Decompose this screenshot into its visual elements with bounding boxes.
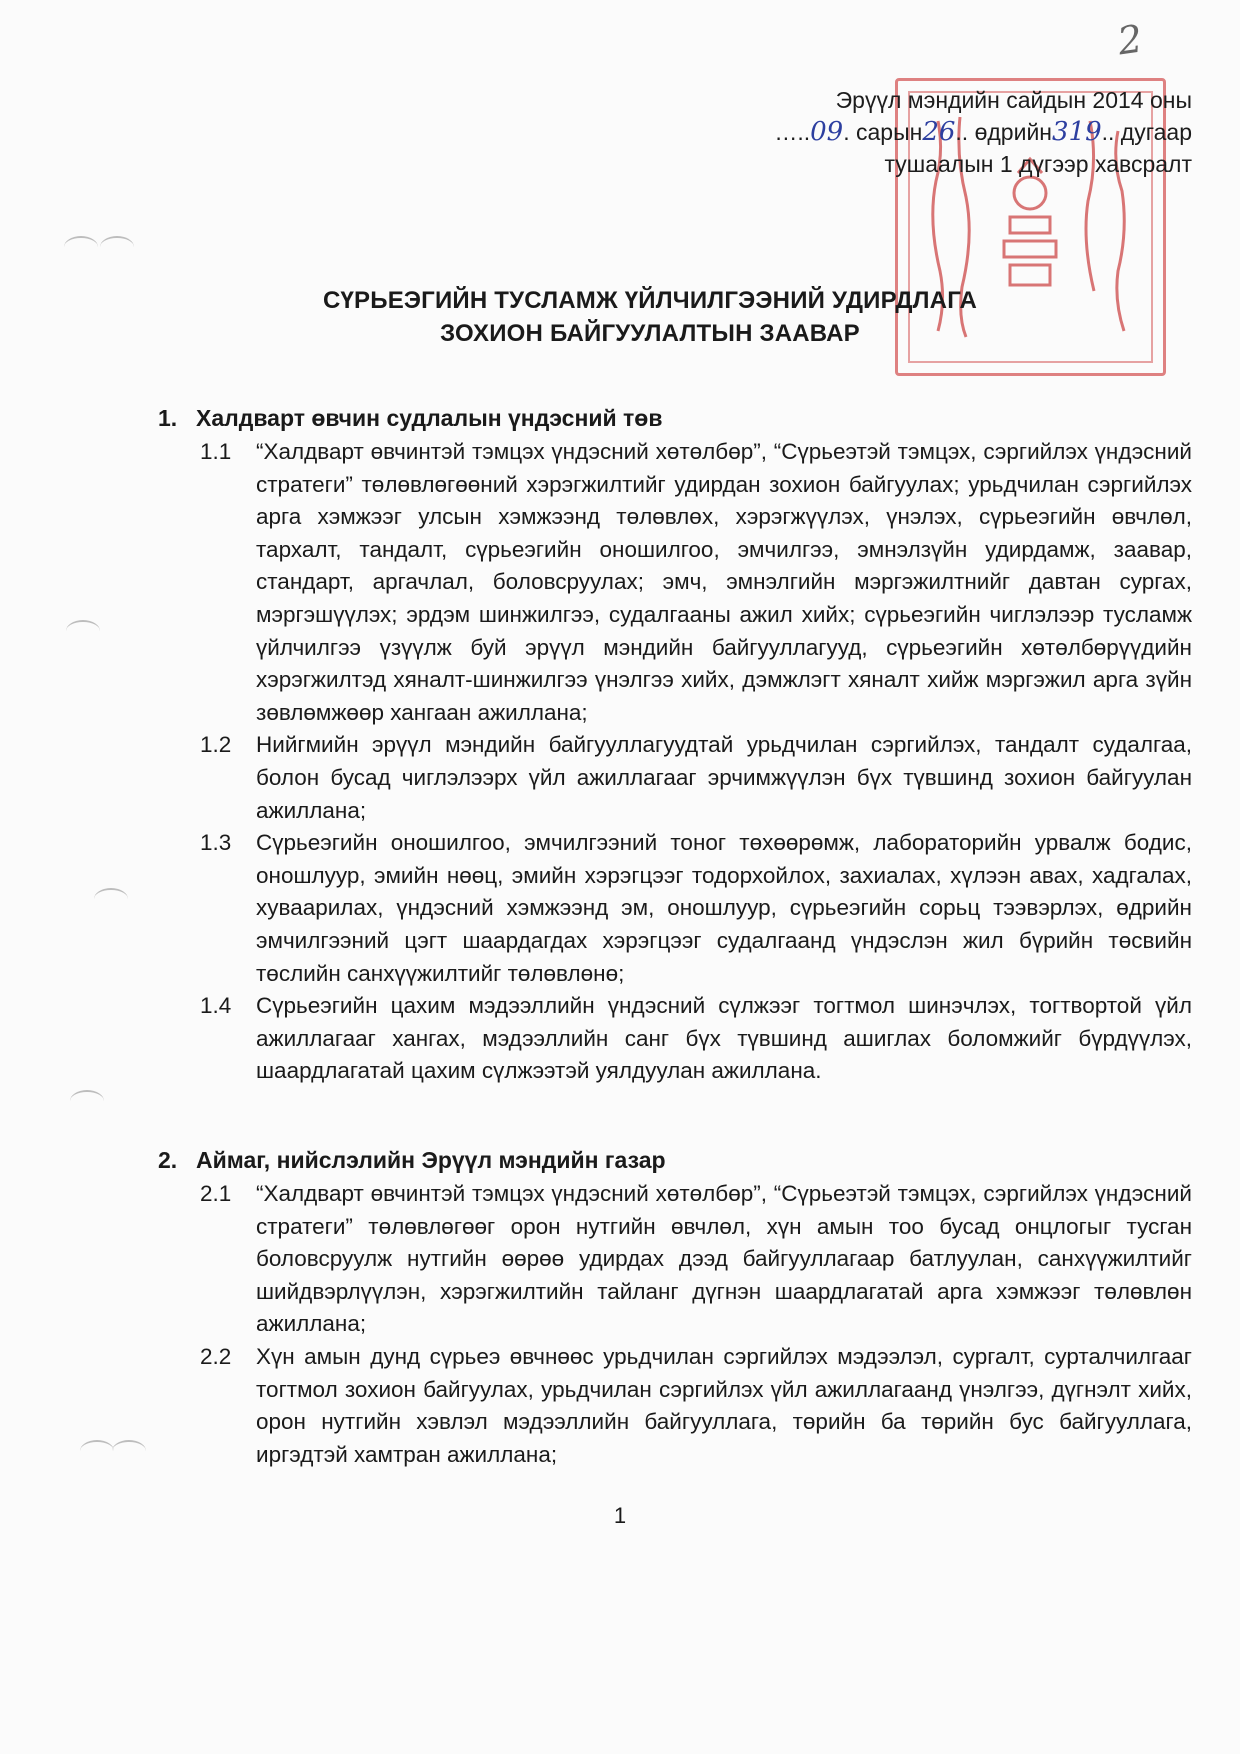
list-item — [158, 729, 1192, 827]
hole-punch-mark — [80, 1440, 114, 1462]
document-title — [250, 284, 1050, 350]
header-month-label: . сарын — [843, 119, 923, 145]
page-number: 1 — [613, 1503, 627, 1528]
section-number: 2. — [158, 1147, 178, 1173]
order-attachment-header — [672, 84, 1192, 180]
section-number: 1. — [158, 405, 178, 431]
hole-punch-mark — [66, 620, 100, 642]
list-item — [158, 436, 1192, 729]
item-number: 1.2 — [200, 732, 232, 758]
handwritten-order-number: 319 — [1052, 117, 1102, 147]
section-2 — [158, 1144, 1192, 1471]
handwritten-month: 09 — [810, 117, 844, 147]
title-line-2: ЗОХИОН БАЙГУУЛАЛТЫН ЗААВАР — [440, 320, 860, 347]
list-item — [158, 1341, 1192, 1471]
section-1 — [158, 402, 1192, 1088]
item-number: 1.1 — [200, 439, 232, 464]
item-number: 1.3 — [200, 830, 232, 856]
hole-punch-mark — [70, 1090, 104, 1112]
item-number: 2.1 — [200, 1181, 232, 1206]
list-item — [158, 990, 1192, 1088]
section-heading — [158, 402, 1192, 434]
item-text: Нийгмийн эрүүл мэндийн байгууллагуудтай урьдчилан сэргийлэх, тандалт судалгаа, болон бусад чиглэлээрх үйл ажиллагааг эрчимжүүлэн бүх түвшинд зохион байгуулан ажиллана; — [256, 732, 1192, 823]
item-number: 1.4 — [200, 993, 232, 1019]
hole-punch-mark — [100, 236, 134, 258]
header-order-label: .. дугаар — [1101, 119, 1192, 145]
hole-punch-mark — [64, 236, 98, 258]
header-line-2 — [672, 116, 1192, 148]
header-line-1: Эрүүл мэндийн сайдын 2014 оны — [835, 87, 1192, 113]
list-item — [158, 827, 1192, 990]
item-text: “Халдварт өвчинтэй тэмцэх үндэсний хөтөлбөр”, “Сүрьеэтэй тэмцэх, сэргийлэх үндэсний стратеги” төлөвлөгөөг орон нутгийн өвчлөл, хүн амын тоо бусад онцлогыг тусган боловсруулж нутгийн өөрөө удирдах дээд байгууллагаар батлуулан, санхүүжилтийг шийдвэрлүүлэн, хэрэгжилтийн тайланг дүгнэн шаардлагатай арга хэмжээг төлөвлөн ажиллана; — [256, 1181, 1192, 1337]
section-title: Халдварт өвчин судлалын үндэсний төв — [196, 405, 663, 431]
item-text: Сүрьеэгийн оношилгоо, эмчилгээний тоног төхөөрөмж, лабораторийн урвалж бодис, оношлуур, эмийн нөөц, эмийн хэрэгцээг тодорхойлох, захиалах, хүлээн авах, хадгалах, хуваарилах, үндэсний хэмжээнд эм, оношлуур, сүрьеэгийн сорьц тээвэрлэх, өдрийн эмчилгээний цэгт шаардагдах хэрэгцээг судалгаанд үндэслэн жил бүрийн төсвийн төслийн санхүүжилтийг төлөвлөнө; — [256, 830, 1192, 986]
header-day-label: .. өдрийн — [955, 119, 1052, 145]
item-text: Сүрьеэгийн цахим мэдээллийн үндэсний сүлжээг тогтмол шинэчлэх, тогтвортой үйл ажиллагааг хангах, мэдээллийн санг бүх түвшинд ашиглах боломжийг бүрдүүлэх, шаардлагатай цахим сүлжээтэй уялдуулан ажиллана. — [256, 993, 1192, 1084]
item-text: “Халдварт өвчинтэй тэмцэх үндэсний хөтөлбөр”, “Сүрьеэтэй тэмцэх, сэргийлэх үндэсний стратеги” төлөвлөгөөний хэрэгжилтийг удирдан зохион байгуулах; урьдчилан сэргийлэх арга хэмжээг улсын хэмжээнд төлөвлөх, хэрэгжүүлэх, үнэлэх, сүрьеэгийн өвчлөл, тархалт, тандалт, сүрьеэгийн оношилгоо, эмчилгээ, эмнэлзүйн удирдамж, заавар, стандарт, аргачлал, боловсруулах; эмч, эмнэлгийн мэргэжилтнийг давтан сургах, мэргэшүүлэх; эрдэм шинжилгээ, судалгааны ажил хийх; сүрьеэгийн чиглэлээр тусламж үйлчилгээ үзүүлж буй эрүүл мэндийн байгууллагууд, сүрьеэгийн хөтөлбөрүүдийн хэрэгжилтэд хяналт-шинжилгээ үнэлгээ хийх, дэмжлэгт хяналт хийж мэргэжил арга зүйн зөвлөмжөөр хангаан ажиллана; — [256, 439, 1192, 725]
list-item — [158, 1178, 1192, 1341]
item-text: Хүн амын дунд сүрьеэ өвчнөөс урьдчилан сэргийлэх мэдээлэл, сургалт, сурталчилгааг тогтмол зохион байгуулах, урьдчилан сэргийлэх үйл ажиллагаанд үнэлгээ, дүгнэлт хийх, орон нутгийн хэвлэл мэдээллийн байгууллага, төрийн ба төрийн бус байгууллага, иргэдтэй хамтран ажиллана; — [256, 1343, 1192, 1467]
header-line-3: тушаалын 1 дүгээр хавсралт — [884, 151, 1192, 177]
title-line-1: СҮРЬЕЭГИЙН ТУСЛАМЖ ҮЙЛЧИЛГЭЭНИЙ УДИРДЛАГА — [322, 287, 978, 314]
handwritten-day: 26 — [922, 117, 956, 147]
item-number: 2.2 — [200, 1343, 232, 1369]
section-title: Аймаг, нийслэлийн Эрүүл мэндийн газар — [196, 1147, 666, 1173]
handwritten-page-mark: 2 — [1115, 16, 1146, 64]
hole-punch-mark — [94, 888, 128, 910]
hole-punch-mark — [112, 1440, 146, 1462]
section-heading — [158, 1144, 1192, 1176]
header-prefix: ….. — [774, 119, 811, 145]
